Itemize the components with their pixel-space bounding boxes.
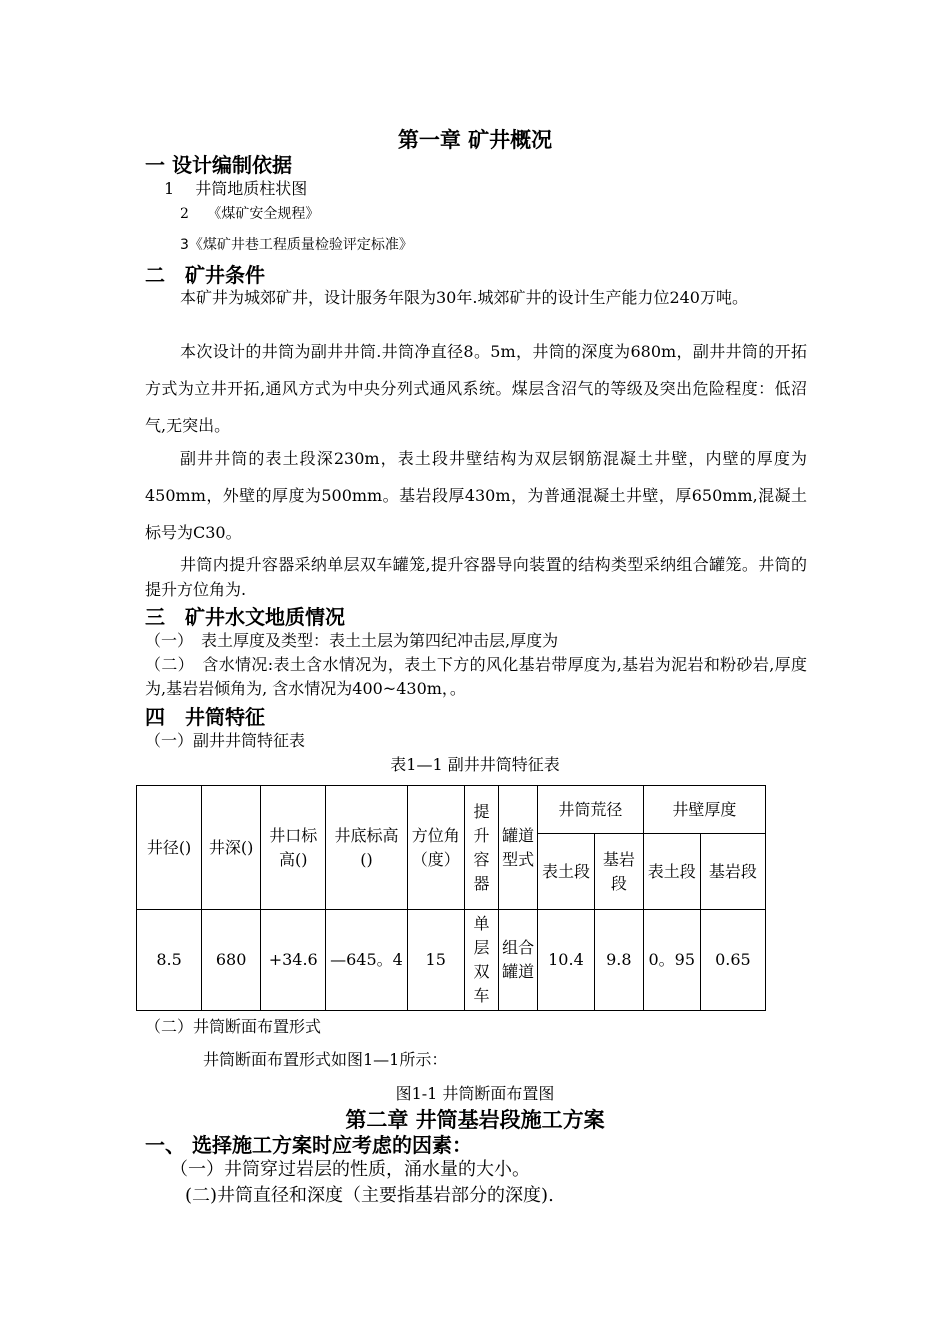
conditions-paragraph-1: 本矿井为城郊矿井，设计服务年限为30年.城郊矿井的设计生产能力位240万吨。	[180, 288, 748, 307]
section-title-hydrogeology: 三 矿井水文地质情况	[145, 605, 345, 629]
figure-caption: 图1-1 井筒断面布置图	[395, 1084, 555, 1103]
chapter-2-title: 第二章 井筒基岩段施工方案	[345, 1108, 605, 1132]
cell-wall-rock: 0.65	[700, 910, 765, 1011]
basis-item-2: 2 《煤矿安全规程》	[180, 206, 320, 222]
header-guide-type: 罐道型式	[499, 786, 538, 910]
cell-diameter: 8.5	[137, 910, 202, 1011]
header-collar-elevation: 井口标高()	[261, 786, 326, 910]
cell-azimuth: 15	[407, 910, 464, 1011]
basis-item-1: 1 井筒地质柱状图	[164, 179, 308, 198]
subheader-wall-rock: 基岩段	[700, 834, 765, 910]
factor-item-1: （一）井筒穿过岩层的性质，涌水量的大小。	[170, 1159, 530, 1180]
cell-wall-soil: 0。95	[643, 910, 700, 1011]
shaft-feature-table	[136, 785, 766, 1011]
header-rough-diameter: 井筒荒径	[537, 786, 643, 834]
conditions-paragraph-2: 本次设计的井筒为副井井筒.井筒净直径8。5m，井筒的深度为680m，副井井筒的开拓方式为立井开拓,通风方式为中央分列式通风系统。煤层含沼气的等级及突出危险程度：低沼气,无突出。	[145, 342, 807, 435]
cell-bottom-elevation: —645。4	[326, 910, 407, 1011]
table-caption: 表1—1 副井井筒特征表	[390, 755, 560, 774]
conditions-paragraph-3: 副井井筒的表土段深230m，表土段井壁结构为双层钢筋混凝土井壁，内壁的厚度为450mm，外壁的厚度为500mm。基岩段厚430m，为普通混凝土井壁，厚650mm,混凝土标号为C30。	[145, 449, 807, 542]
shaft-features-sub-1: （一）副井井筒特征表	[145, 731, 306, 750]
header-hoist-container: 提升容器	[464, 786, 499, 910]
cell-rough-soil: 10.4	[537, 910, 594, 1011]
table-row	[137, 910, 766, 1011]
header-bottom-elevation: 井底标高()	[326, 786, 407, 910]
shaft-layout-text: 井筒断面布置形式如图1—1所示：	[203, 1050, 448, 1069]
table-header-row	[137, 786, 766, 834]
subheader-rough-soil: 表土段	[537, 834, 594, 910]
conditions-paragraph-4: 井筒内提升容器采纳单层双车罐笼,提升容器导向装置的结构类型采纳组合罐笼。井筒的提升方位角为.	[145, 555, 807, 599]
cell-collar-elevation: +34.6	[261, 910, 326, 1011]
cell-rough-rock: 9.8	[594, 910, 643, 1011]
cell-depth: 680	[202, 910, 261, 1011]
header-azimuth: 方位角（度）	[407, 786, 464, 910]
cell-hoist-container: 单层双车	[464, 910, 499, 1011]
factor-item-2: (二)井筒直径和深度（主要指基岩部分的深度).	[185, 1185, 554, 1206]
section-title-basis: 一 设计编制依据	[145, 153, 292, 177]
cell-guide-type: 组合罐道	[499, 910, 538, 1011]
hydrogeology-item-1: （一） 表土厚度及类型：表土土层为第四纪冲击层,厚度为	[145, 631, 559, 650]
chapter-title: 第一章 矿井概况	[397, 128, 553, 152]
basis-item-3: 3《煤矿井巷工程质量检验评定标准》	[180, 237, 413, 253]
hydrogeology-item-2: （二） 含水情况:表土含水情况为，表土下方的风化基岩带厚度为,基岩为泥岩和粉砂岩,厚度为,基岩岩倾角为, 含水情况为400~430m，。	[145, 655, 807, 698]
section-title-conditions: 二 矿井条件	[145, 263, 265, 287]
header-wall-thickness: 井壁厚度	[643, 786, 765, 834]
header-diameter: 井径()	[137, 786, 202, 910]
header-depth: 井深()	[202, 786, 261, 910]
shaft-features-sub-2: （二）井筒断面布置形式	[145, 1017, 322, 1036]
section-title-factors: 一、 选择施工方案时应考虑的因素：	[145, 1133, 472, 1157]
subheader-wall-soil: 表土段	[643, 834, 700, 910]
section-title-shaft-features: 四 井筒特征	[145, 705, 265, 729]
subheader-rough-rock: 基岩段	[594, 834, 643, 910]
